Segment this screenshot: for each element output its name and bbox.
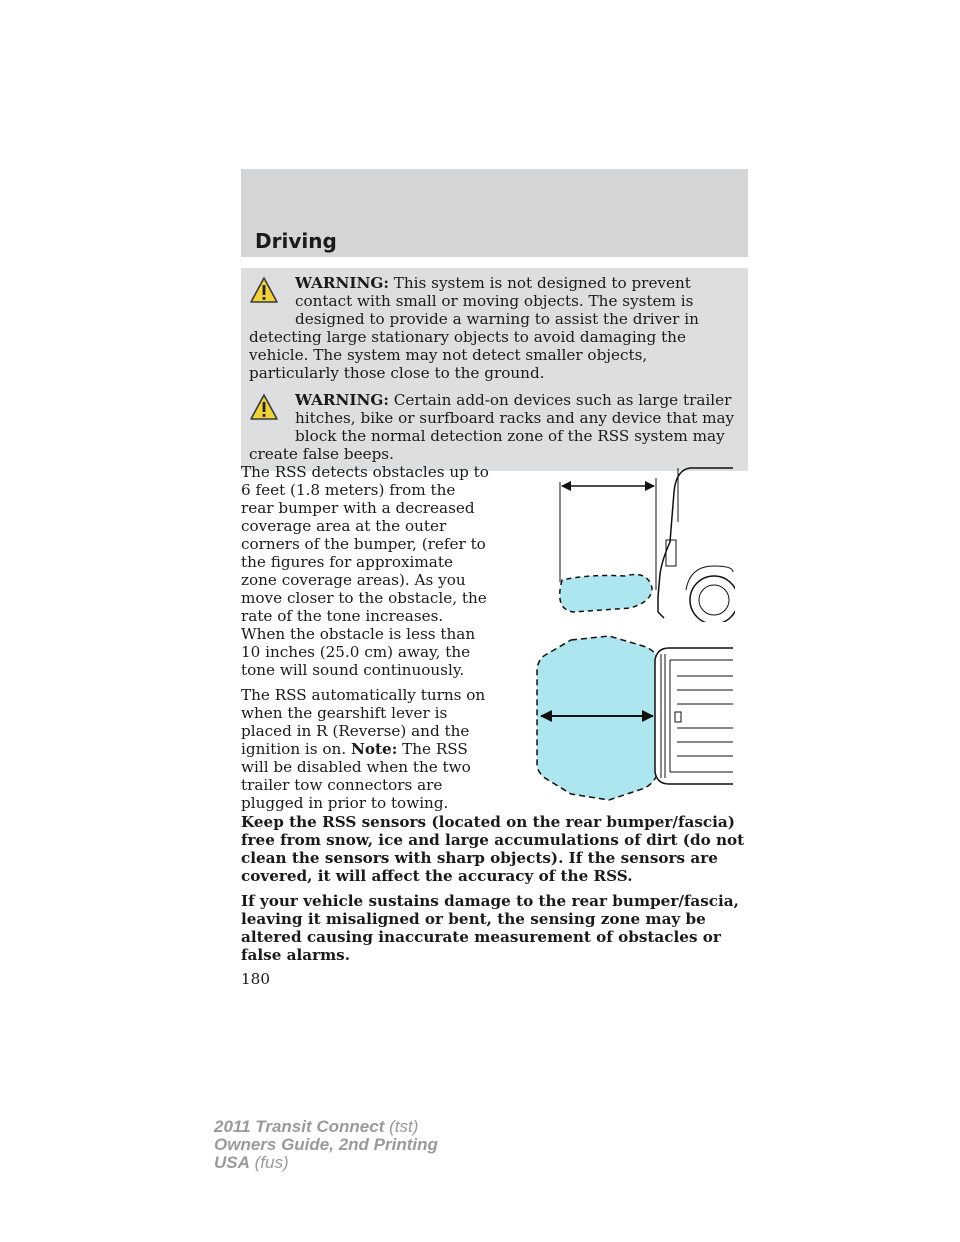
warning-triangle-icon bbox=[249, 393, 295, 429]
warning-label: WARNING: bbox=[295, 274, 389, 292]
page-number: 180 bbox=[241, 970, 270, 988]
footer-market: USA bbox=[214, 1153, 250, 1172]
note-label: Note: bbox=[351, 740, 398, 758]
detection-zone bbox=[560, 575, 652, 613]
body-bold-section bbox=[241, 813, 751, 971]
footer-line bbox=[214, 1154, 438, 1172]
warning-box-1 bbox=[241, 268, 748, 390]
footer-printing: Owners Guide, 2nd Printing bbox=[214, 1135, 438, 1154]
detection-zone bbox=[537, 636, 657, 800]
footer bbox=[214, 1118, 438, 1172]
body-bold-paragraph: Keep the RSS sensors (located on the rear bumper/fascia) free from snow, ice and large accumulations of dirt (do not clean the sensors with sharp objects). If the sensors are covered, it will affect the accuracy of the RSS. bbox=[241, 813, 745, 885]
section-header bbox=[241, 169, 748, 257]
top-view-figure bbox=[505, 632, 735, 802]
warning-text: This system is not designed to prevent contact with small or moving objects. The system is designed to provide a warning to assist the driver in detecting large stationary objects to avoid damaging the vehicle. The system may not detect smaller objects, particularly those close to the ground. bbox=[249, 274, 699, 382]
note-text: The RSS will be disabled when the two trailer tow connectors are plugged in prior to towing. bbox=[241, 740, 471, 812]
vehicle-top bbox=[655, 648, 733, 784]
body-paragraph bbox=[241, 686, 491, 812]
footer-model-code: (tst) bbox=[389, 1117, 419, 1136]
body-paragraph: The RSS detects obstacles up to 6 feet (1.8 meters) from the rear bumper with a decreased coverage area at the outer corners of the bumper, (refer to the figures for approximate zone coverage areas). As you move closer to the obstacle, the rate of the tone increases. When the obstacle is less than 10 inches (25.0 cm) away, the tone will sound continuously. bbox=[241, 463, 489, 679]
footer-model: 2011 Transit Connect bbox=[214, 1117, 385, 1136]
footer-market-code: (fus) bbox=[254, 1153, 289, 1172]
side-view-figure bbox=[530, 462, 735, 622]
footer-line bbox=[214, 1118, 438, 1136]
warning-label: WARNING: bbox=[295, 391, 389, 409]
warning-text: Certain add-on devices such as large trailer hitches, bike or surfboard racks and any device that may block the normal detection zone of the RSS system may create false beeps. bbox=[249, 391, 735, 463]
warning-box-2 bbox=[241, 385, 748, 471]
section-title: Driving bbox=[255, 229, 337, 253]
body-paragraph-text: The RSS automatically turns on when the gearshift lever is placed in R (Reverse) and the ignition is on. bbox=[241, 686, 486, 758]
body-bold-paragraph: If your vehicle sustains damage to the rear bumper/fascia, leaving it misaligned or bent, the sensing zone may be altered causing inaccurate measurement of obstacles or false alarms. bbox=[241, 892, 739, 964]
warning-triangle-icon bbox=[249, 276, 295, 312]
body-column bbox=[241, 463, 491, 819]
